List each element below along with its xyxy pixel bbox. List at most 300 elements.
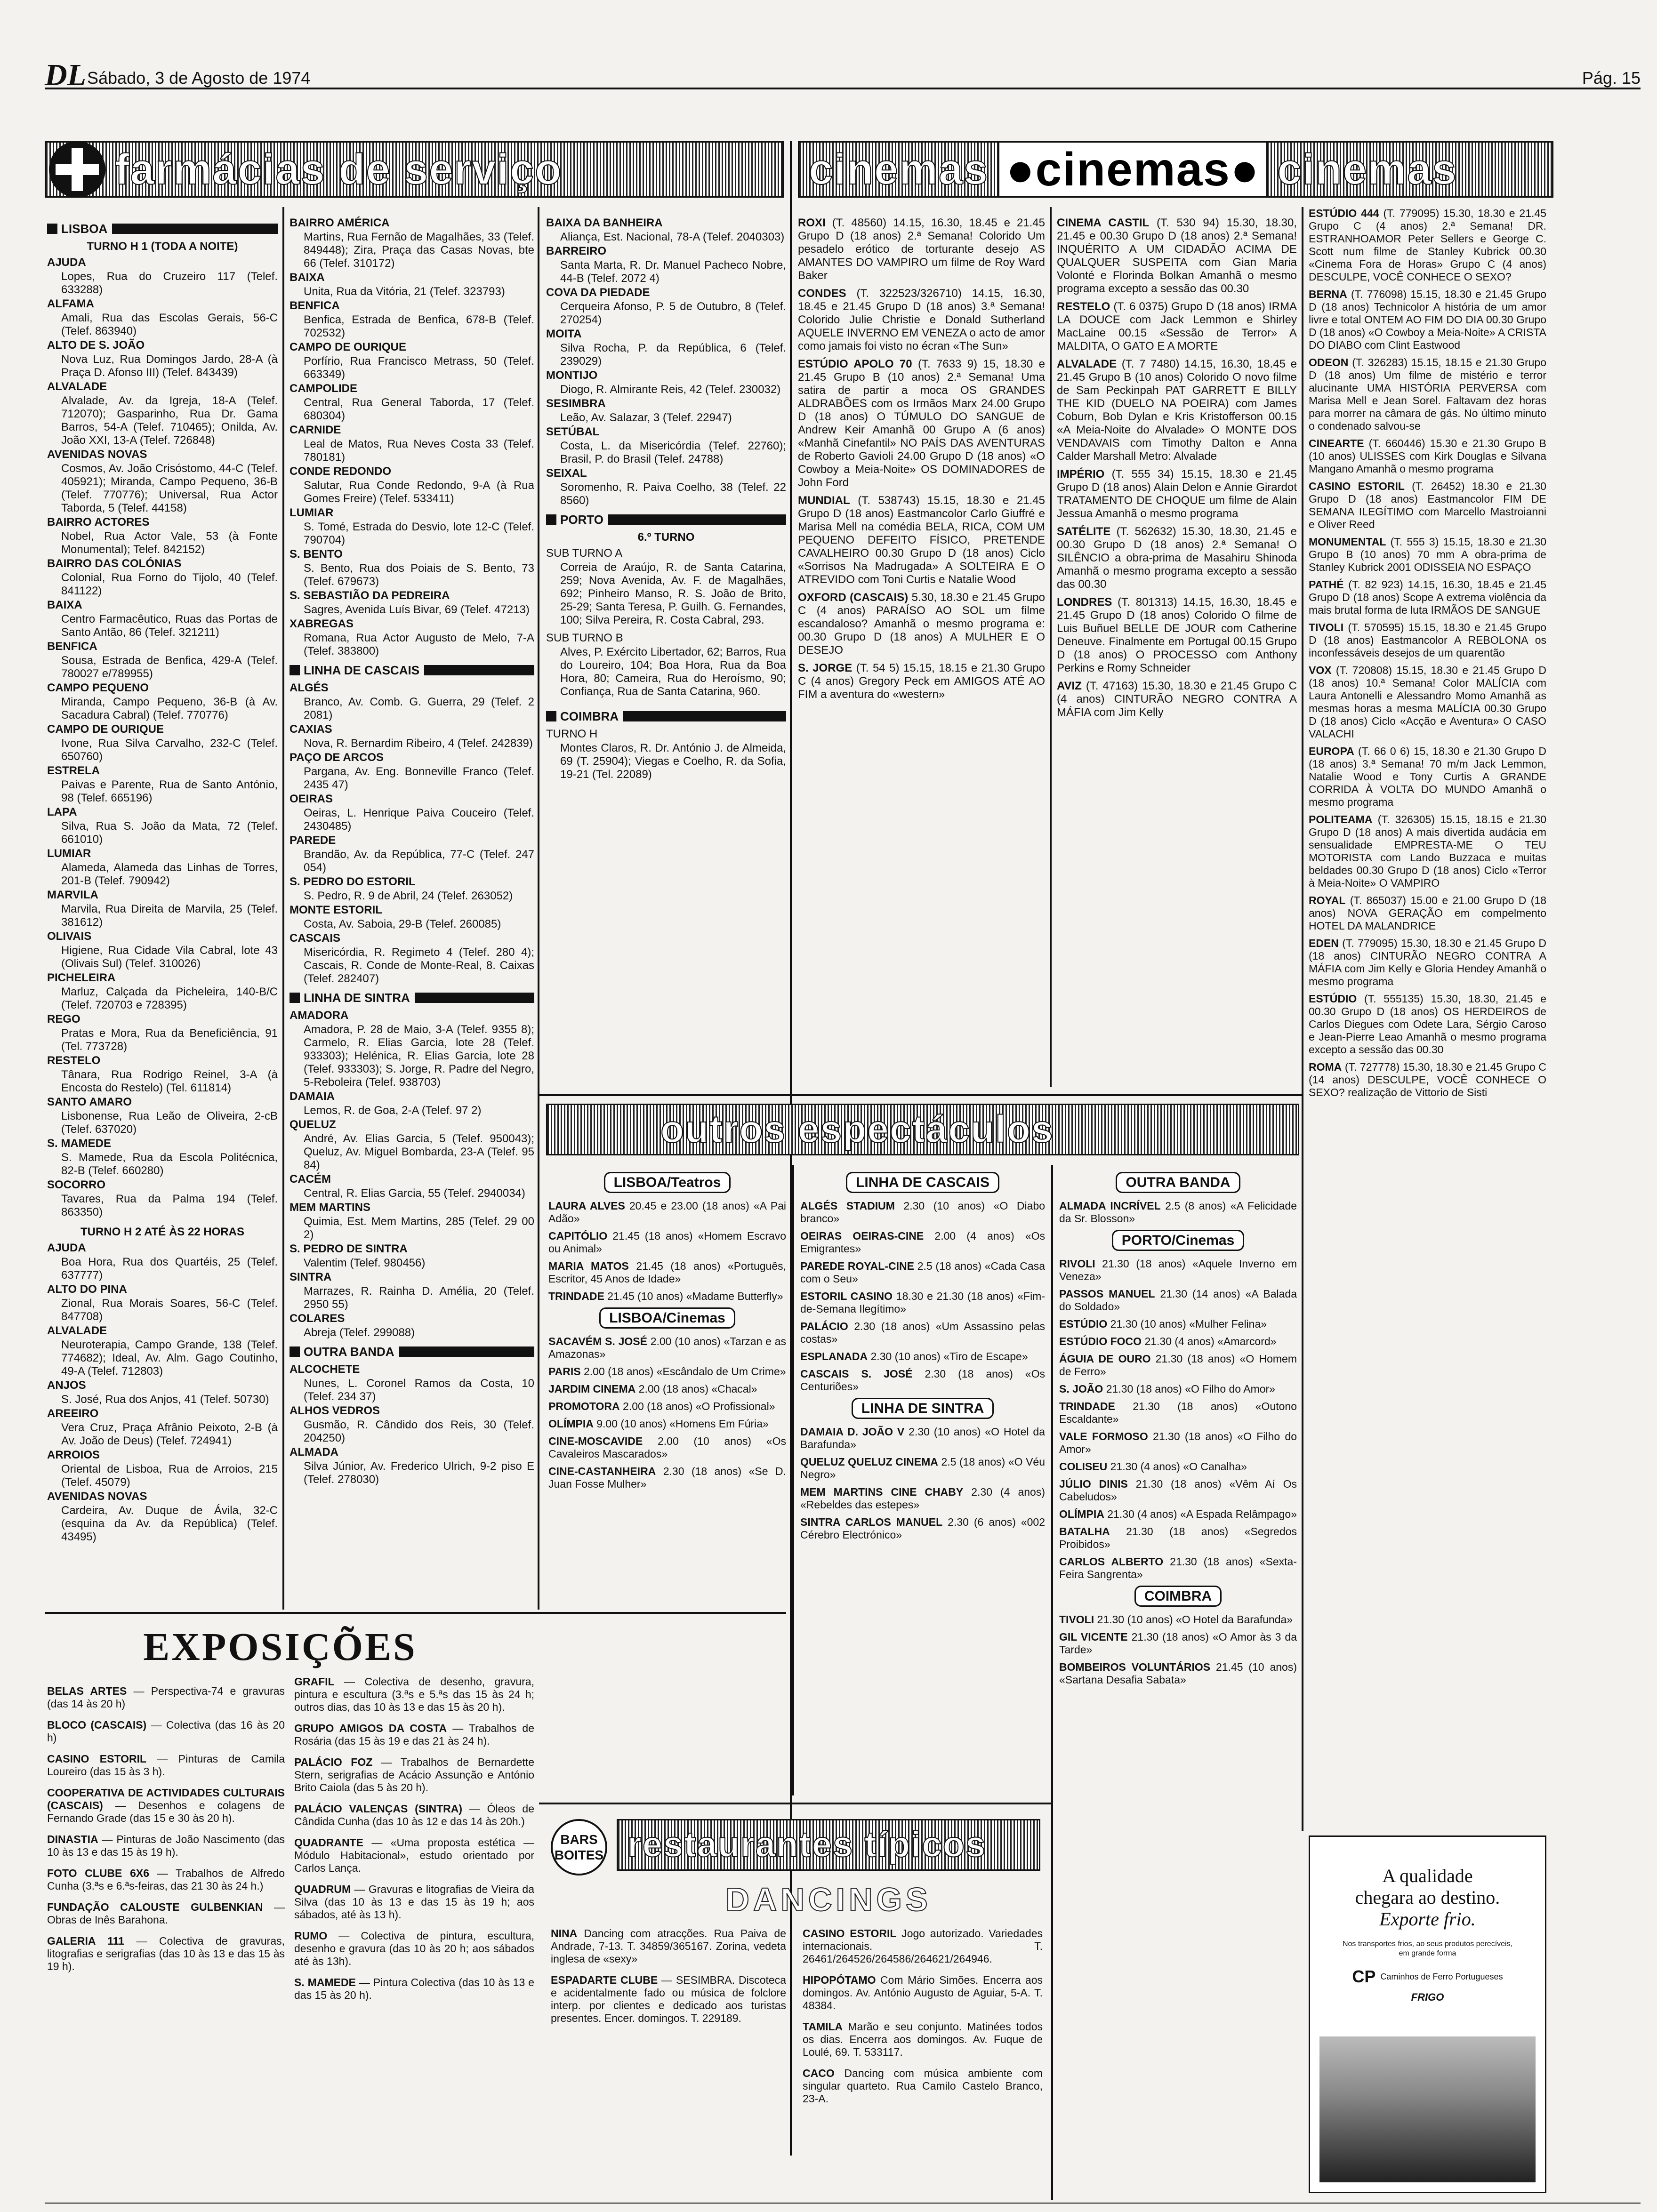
cinema-listing — [1057, 596, 1297, 675]
pharmacy-entry: Porfírio, Rua Francisco Metrass, 50 (Telef. 663349) — [304, 355, 534, 381]
pharmacy-entry: Salutar, Rua Conde Redondo, 9-A (à Rua Gomes Freire) (Telef. 533411) — [304, 479, 534, 505]
advert-tag: FRIGO — [1411, 1991, 1444, 2004]
tag-wrap — [800, 1398, 1045, 1419]
cinema-details: 18.30 e 21.30 (18 anos) «Fim-de-Semana Ilegítimo» — [800, 1290, 1045, 1315]
pharmacy-entry: Costa, L. da Misericórdia (Telef. 22760); Brasil, P. do Brasil (Telef. 24788) — [560, 440, 786, 465]
cinema-details: 21.30 (18 anos) «O Filho do Amor» — [1103, 1383, 1275, 1395]
cinema-listing — [800, 1426, 1045, 1451]
cinema-name: BOMBEIROS VOLUNTÁRIOS — [1059, 1661, 1211, 1673]
cinema-name: ÁGUIA DE OURO — [1059, 1353, 1151, 1365]
cinema-listing — [1309, 937, 1546, 988]
area-name: COLARES — [290, 1312, 345, 1325]
cinema-name: S. JOÃO — [1059, 1383, 1103, 1395]
restaurantes-column-1 — [551, 1927, 786, 2196]
cinema-details: (T. 562632) 15.30, 18.30, 21.45 e 00.30 Grupo D (18 anos) 2.ª Semana! O SILÊNCIO a obra-prima de Masahiru Shinoda Amanhã o mesmo programa excepto a sessão das 00.30 — [1057, 525, 1297, 591]
cinema-listing — [1059, 1335, 1297, 1348]
turno-label: TURNO H — [546, 728, 598, 740]
bars-label: BARS — [560, 1832, 598, 1847]
cinema-name: DAMAIA D. JOÃO V — [800, 1426, 905, 1438]
pharmacy-list — [47, 256, 278, 1219]
pharmacy-entry: Neuroterapia, Campo Grande, 138 (Telef. 774682); Ideal, Av. Alm. Gago Coutinho, 49-A (Telef. 712803) — [61, 1338, 278, 1378]
venue-name: CACO — [803, 2067, 835, 2079]
cinema-listing — [800, 1368, 1045, 1393]
cinema-listing — [1059, 1288, 1297, 1313]
area-name: PAÇO DE ARCOS — [290, 751, 384, 764]
cinema-details: 2.5 (18 anos) «Cada Casa com o Seu» — [800, 1260, 1045, 1285]
cinema-listing — [1309, 993, 1546, 1056]
exhibition-venue: BLOCO (CASCAIS) — [47, 1719, 147, 1731]
pharmacies-banner — [45, 141, 784, 198]
pharmacy-entry: S. Bento, Rua dos Poiais de S. Bento, 73 (Telef. 679673) — [304, 562, 534, 588]
cinema-details: (T. 6 0375) Grupo D (18 anos) IRMA LA DOUCE com Jack Lemmon e Shirley MacLaine 00.15 «Sessão de Terror» A MALDITA, O GATO E A MORTE — [1057, 300, 1297, 353]
pharmacy-entry: Cardeira, Av. Duque de Ávila, 32-C (esquina da Av. da República) (Telef. 43495) — [61, 1504, 278, 1543]
exhibition-details: — Pinturas de Camila Loureiro (das 15 às 3 h). — [47, 1753, 285, 1778]
venue-details: Marão e seu conjunto. Matinées todos os dias. Encerra aos domingos. Av. Fuque de Loulé, 69. T. 533117. — [803, 2020, 1043, 2058]
cinema-name: S. JORGE — [798, 662, 853, 674]
cinema-name: CINEARTE — [1309, 437, 1364, 449]
area-name: CAMPO PEQUENO — [47, 681, 149, 694]
exhibition-details: — Gravuras e litografias de Vieira da Silva (das 10 às 13 e das 15 às 19 h; aos sábados, até às 13 h). — [294, 1883, 534, 1921]
area-name: DAMAIA — [290, 1090, 335, 1103]
exhibition-details: — Colectiva de desenho, gravura, pintura e escultura (3.ªs e 5.ªs das 15 às 24 h; outros dias, das 10 às 13 e das 15 às 20 h). — [294, 1675, 534, 1713]
tag-wrap — [1059, 1172, 1297, 1193]
cinema-name: RESTELO — [1057, 300, 1110, 313]
cinema-listing — [1059, 1430, 1297, 1456]
area-name: BENFICA — [47, 640, 97, 653]
cinema-listing — [798, 358, 1045, 489]
cinema-details: (T. 7 7480) 14.15, 16.30, 18.45 e 21.45 Grupo B (10 anos) Colorido O novo filme de Sam Peckinpah PAT GARRETT E BILLY THE KID (DUELO NA POEIRA) com James Coburn, Bob Dylan e Kris Kristofferson 00.15 «A Meia-Noite do Alvalade» O MONTE DOS VENDAVAIS com Timothy Dalton e Anna Calder Marshall Metro: Alvalade — [1057, 358, 1297, 463]
pharmacy-entry: Unita, Rua da Vitória, 21 (Telef. 323793) — [304, 285, 505, 298]
exhibition-entry — [294, 1930, 534, 1968]
pharmacy-list — [290, 681, 534, 986]
cinema-details: (T. 326305) 15.15, 18.15 e 21.30 Grupo D (18 anos) A mais divertida audácia em sensualidade EMPRESTA-ME O TEU MOTORISTA com Lando Buzzaca e muitas beldades 00.30 Grupo D (18 anos) Ciclo «Terror à Meia-Noite» O VAMPIRO — [1309, 813, 1546, 889]
cinema-details: 2.00 (10 anos) «Os Cavaleiros Mascarados» — [548, 1435, 786, 1460]
cinema-listing — [1059, 1613, 1297, 1626]
pharmacy-list — [290, 1009, 534, 1339]
coimbra-pharmacies: Montes Claros, R. Dr. António J. de Almeida, 69 (T. 25904); Viegas e Coelho, R. da Sofia, 19-21 (Tel. 22089) — [560, 742, 786, 781]
cinema-details: 21.30 (10 anos) «Mulher Felina» — [1107, 1318, 1267, 1330]
exhibition-venue: S. MAMEDE — [294, 1976, 356, 1988]
area-name: CONDE REDONDO — [290, 465, 392, 478]
cinema-name: CARLOS ALBERTO — [1059, 1555, 1164, 1568]
boites-label: BOITES — [554, 1848, 604, 1862]
cinema-listing — [1309, 356, 1546, 433]
pharmacy-entry: Miranda, Campo Pequeno, 36-B (à Av. Sacadura Cabral) (Telef. 770776) — [61, 696, 278, 721]
pharmacy-entry: Oriental de Lisboa, Rua de Arroios, 215 (Telef. 45079) — [61, 1463, 278, 1489]
pharmacy-entry: Amadora, P. 28 de Maio, 3-A (Telef. 9355 8); Carmelo, R. Elias Garcia, lote 28 (Telef. 933303); Helénica, R. Elias Garcia, lote 28 (Telef. 933303); S. Jorge, R. Padre del Negro, 5-Reboleira (Telef. 938703) — [304, 1023, 534, 1089]
cinema-details: 2.30 (6 anos) «002 Cérebro Electrónico» — [800, 1516, 1045, 1541]
cinema-listing — [1309, 480, 1546, 531]
cinema-listing — [1309, 664, 1546, 740]
area-name: ALGÉS — [290, 681, 329, 694]
area-name: ESTRELA — [47, 764, 100, 777]
area-name: ALCOCHETE — [290, 1363, 360, 1376]
restaurantes-block — [546, 1810, 1047, 2196]
exposicoes-column-1 — [47, 1685, 285, 2184]
area-name: AVENIDAS NOVAS — [47, 1490, 147, 1503]
exhibition-entry — [47, 1867, 285, 1892]
area-name: SOCORRO — [47, 1178, 106, 1191]
cinema-listing — [548, 1260, 786, 1285]
cinema-listing — [548, 1230, 786, 1255]
cinema-details: (T. 26452) 18.30 e 21.30 Grupo D (18 anos) Eastmancolor FIM DE SEMANA ILEGÍTIMO com Marcello Mastroianni e Oliver Reed — [1309, 480, 1546, 530]
pharmacy-entry: Pargana, Av. Eng. Bonneville Franco (Telef. 2435 47) — [304, 765, 534, 791]
cinema-name: ESTÚDIO — [1059, 1318, 1108, 1330]
porto-subturno-b: Alves, P. Exército Libertador, 62; Barros, Rua do Loureiro, 104; Boa Hora, Rua da Boa Hora, 80; Cameira, Rua do Heroísmo, 90; Confiança, Rua de Santa Catarina, 960. — [560, 646, 786, 698]
pharmacy-entry: S. José, Rua dos Anjos, 41 (Telef. 50730) — [61, 1393, 269, 1406]
cinema-name: PARIS — [548, 1365, 581, 1378]
cinema-listing — [1309, 578, 1546, 617]
pharmacy-list — [546, 216, 786, 507]
tag-wrap — [548, 1172, 786, 1193]
outros-title: outros espectáculos — [660, 1107, 1054, 1151]
pharmacy-entry: Colonial, Rua Forno do Tijolo, 40 (Telef. 841122) — [61, 571, 278, 597]
cinema-listing — [1059, 1631, 1297, 1656]
area-name: SEIXAL — [546, 467, 587, 480]
pharmacy-column-1 — [47, 216, 278, 1628]
cinema-listing — [800, 1260, 1045, 1285]
cinema-name: BATALHA — [1059, 1525, 1110, 1538]
cinema-name: ROYAL — [1309, 894, 1346, 906]
cinema-details: (T. 570595) 15.15, 18.30 e 21.45 Grupo D (18 anos) Eastmancolor A REBOLONA os inconfessáveis desejos de um quarentão — [1309, 621, 1546, 659]
exhibition-venue: GRAFIL — [294, 1675, 335, 1688]
area-name: AJUDA — [47, 256, 86, 269]
bottom-rule — [45, 2203, 1641, 2204]
area-name: SANTO AMARO — [47, 1096, 132, 1108]
cinema-listing — [798, 216, 1045, 282]
section-rule — [45, 1612, 786, 1614]
venue-name: TAMILA — [803, 2020, 843, 2033]
area-name: CARNIDE — [290, 424, 341, 436]
advert-brand: Caminhos de Ferro Portugueses — [1380, 1972, 1503, 1981]
area-name: S. BENTO — [290, 548, 343, 561]
cinema-name: CINE-CASTANHEIRA — [548, 1465, 656, 1477]
area-name: MOITA — [546, 328, 582, 340]
venue-details: — SESIMBRA. Discoteca e acidentalmente fado ou música de folclore interp. por clientes e dedicado aos turistas presentes. Encer. domingos. T. 229189. — [551, 1974, 786, 2024]
area-name: REGO — [47, 1013, 80, 1026]
pharmacies-title: farmácias de serviço — [115, 145, 563, 193]
cinema-listing — [1059, 1353, 1297, 1378]
cinema-name: MARIA MATOS — [548, 1260, 629, 1272]
cinema-listing — [1057, 468, 1297, 521]
venue-details: Dancing com música ambiente com singular quarteto. Rua Camilo Castelo Branco, 23-A. — [803, 2067, 1043, 2105]
cinema-details: 21.30 (18 anos) «O Filho do Amor» — [1059, 1430, 1297, 1455]
cinema-name: PAREDE ROYAL-CINE — [800, 1260, 914, 1272]
pharmacy-column-3 — [546, 216, 786, 1101]
cinema-listing — [548, 1200, 786, 1225]
exhibition-venue: COOPERATIVA DE ACTIVIDADES CULTURAIS (CASCAIS) — [47, 1787, 285, 1811]
cinema-listing — [1309, 536, 1546, 574]
cinema-listing — [548, 1290, 786, 1303]
tag-lisboa-teatros: LISBOA/Teatros — [604, 1172, 731, 1193]
outros-column-2 — [800, 1167, 1045, 1798]
cinema-name: ROMA — [1309, 1061, 1342, 1073]
pharmacy-entry: Higiene, Rua Cidade Vila Cabral, lote 43 (Olivais Sul) (Telef. 310026) — [61, 944, 278, 970]
cinema-details: (T. 727778) 15.30, 18.30 e 21.45 Grupo C (14 anos) DESCULPE, VOCÊ CONHECE O SEXO? realização de Vittorio de Sisti — [1309, 1061, 1546, 1098]
pharmacy-entry: Brandão, Av. da República, 77-C (Telef. 247 054) — [304, 848, 534, 874]
area-name: ALFAMA — [47, 297, 94, 310]
exhibition-venue: PALÁCIO VALENÇAS (SINTRA) — [294, 1803, 463, 1815]
exhibition-venue: FOTO CLUBE 6X6 — [47, 1867, 150, 1879]
exhibition-details: — Trabalhos de Alfredo Cunha (3.ªs e 6.ªs-feiras, das 21 30 às 24 h.) — [47, 1867, 285, 1892]
exhibition-details: — Pinturas de João Nascimento (das 10 às 13 e das 15 às 19 h). — [47, 1833, 285, 1858]
exhibition-entry — [294, 1883, 534, 1921]
cinema-name: RIVOLI — [1059, 1258, 1095, 1270]
cinema-details: 21.30 (10 anos) «O Hotel da Barafunda» — [1094, 1613, 1293, 1626]
area-name: ARROIOS — [47, 1449, 100, 1461]
area-name: OEIRAS — [290, 793, 333, 805]
pharmacy-entry: Leal de Matos, Rua Neves Costa 33 (Telef. 780181) — [304, 438, 534, 464]
bars-boites-badge — [551, 1819, 607, 1875]
section-linha-sintra: LINHA DE SINTRA — [290, 991, 534, 1004]
pharmacy-entry: Silva, Rua S. João da Mata, 72 (Telef. 661010) — [61, 820, 278, 846]
exhibition-details: — Trabalhos de Bernardette Stern, serigrafias de Acácio Assunção e António Brito Caiola (das 5 às 20 h). — [294, 1756, 534, 1794]
cinema-name: PATHÉ — [1309, 578, 1344, 591]
cinema-details: 21.30 (18 anos) «O Amor às 3 da Tarde» — [1059, 1631, 1297, 1656]
cinema-name: CASCAIS S. JOSÉ — [800, 1368, 913, 1380]
exhibition-venue: CASINO ESTORIL — [47, 1753, 147, 1765]
cinema-details: 21.30 (18 anos) «Vêm Aí Os Cabeludos» — [1059, 1478, 1297, 1503]
pharmacy-entry: Branco, Av. Comb. G. Guerra, 29 (Telef. 2 2081) — [304, 696, 534, 721]
pharmacy-list — [290, 1363, 534, 1486]
cinema-name: EDEN — [1309, 937, 1339, 949]
cinema-name: ESTÚDIO FOCO — [1059, 1335, 1142, 1347]
cinema-details: (T. 538743) 15.15, 18.30 e 21.45 Grupo D (18 anos) Eastmancolor Carlo Giuffré e Marisa Mell na comédia BELA, RICA, COM UM PEQUENO DEFEITO FÍSICO, PRETENDE CAVALHEIRO 00.30 Grupo D (18 anos) Ciclo «Sorrisos Na Madrugada» A SOLTEIRA E O ATREVIDO com Toni Curtis e Natalie Wood — [798, 494, 1045, 586]
exhibition-venue: PALÁCIO FOZ — [294, 1756, 373, 1768]
venue-details: Dancing com atracções. Rua Paiva de Andrade, 7-13. T. 34859/365167. Zorina, vedeta inglesa de «sexy» — [551, 1927, 786, 1965]
pharmacy-entry: Tavares, Rua da Palma 194 (Telef. 863350) — [61, 1193, 278, 1218]
cinema-details: (T. 555135) 15.30, 18.30, 21.45 e 00.30 Grupo D (18 anos) OS HERDEIROS de Carlos Diegues com Odete Lara, Sérgio Caroso e Jean-Pierre Leao Amanhã o mesmo programa excepto a sessão das 00.30 — [1309, 993, 1546, 1056]
venue-name: NINA — [551, 1927, 578, 1940]
exhibition-venue: DINASTIA — [47, 1833, 98, 1845]
pharmacy-entry: S. Pedro, R. 9 de Abril, 24 (Telef. 263052) — [304, 890, 513, 902]
cinema-name: JARDIM CINEMA — [548, 1383, 636, 1395]
train-photo — [1319, 2036, 1536, 2182]
cinema-listing — [1059, 1508, 1297, 1521]
pharmacy-entry: Gusmão, R. Cândido dos Reis, 30 (Telef. 204250) — [304, 1419, 534, 1444]
pharmacy-entry: Soromenho, R. Paiva Coelho, 38 (Telef. 22 8560) — [560, 481, 786, 507]
cinema-name: BERNA — [1309, 288, 1347, 300]
pharmacy-entry: Lemos, R. de Goa, 2-A (Telef. 97 2) — [304, 1104, 482, 1117]
pharmacy-entry: Paivas e Parente, Rua de Santo António, 98 (Telef. 665196) — [61, 778, 278, 804]
pharmacy-column-2 — [290, 216, 534, 1610]
cinema-details: 2.5 (8 anos) «A Felicidade da Sr. Blosson» — [1059, 1200, 1297, 1225]
cinema-name: QUELUZ QUELUZ CINEMA — [800, 1456, 938, 1468]
cinema-details: 2.00 (10 anos) «Tarzan e as Amazonas» — [548, 1335, 786, 1360]
cinema-listing — [1309, 894, 1546, 932]
cinema-name: OLÍMPIA — [548, 1418, 594, 1430]
area-name: QUELUZ — [290, 1118, 336, 1131]
exhibition-venue: GRUPO AMIGOS DA COSTA — [294, 1722, 447, 1734]
restaurantes-column-2 — [803, 1927, 1043, 2196]
area-name: MARVILA — [47, 889, 98, 901]
exhibition-venue: FUNDAÇÃO CALOUSTE GULBENKIAN — [47, 1901, 263, 1913]
cinema-details: 21.30 (18 anos) «Segredos Proibidos» — [1059, 1525, 1297, 1550]
area-name: BAIRRO ACTORES — [47, 516, 150, 529]
cinema-name: TIVOLI — [1309, 621, 1344, 633]
venue-entry — [803, 2067, 1043, 2105]
pharmacy-entry: Marrazes, R. Rainha D. Amélia, 20 (Telef. 2950 55) — [304, 1285, 534, 1311]
cinema-details: 2.30 (4 anos) «Rebeldes das estepes» — [800, 1486, 1045, 1511]
area-name: LAPA — [47, 806, 77, 818]
cinema-listing — [798, 591, 1045, 657]
area-name: CAMPO DE OURIQUE — [47, 723, 164, 736]
cinema-details: 9.00 (10 anos) «Homens Em Fúria» — [593, 1418, 769, 1430]
cinema-name: EUROPA — [1309, 745, 1354, 757]
column-rule — [792, 1165, 794, 1795]
area-name: BENFICA — [290, 299, 340, 312]
area-name: SETÚBAL — [546, 425, 600, 438]
tag-wrap — [548, 1307, 786, 1329]
area-name: LUMIAR — [47, 847, 91, 860]
cinema-details: 21.30 (18 anos) «Aquele Inverno em Veneza» — [1059, 1258, 1297, 1282]
area-name: XABREGAS — [290, 617, 354, 630]
tag-wrap — [1059, 1586, 1297, 1607]
cinema-listing — [1059, 1258, 1297, 1283]
cinema-listing — [800, 1486, 1045, 1511]
pharmacy-entry: S. Mamede, Rua da Escola Politécnica, 82-B (Telef. 660280) — [61, 1151, 278, 1177]
area-name: S. PEDRO DE SINTRA — [290, 1242, 408, 1255]
cinema-listing — [800, 1230, 1045, 1255]
exhibition-entry — [47, 1753, 285, 1778]
pharmacy-entry: Nobel, Rua Actor Vale, 53 (à Fonte Monumental); Telef. 842152) — [61, 530, 278, 556]
area-name: SESIMBRA — [546, 397, 606, 410]
cinema-name: TIVOLI — [1059, 1613, 1094, 1626]
section-coimbra: COIMBRA — [546, 710, 786, 723]
advert-line-3: Exporte frio. — [1379, 1908, 1476, 1930]
cinema-details: 21.30 (18 anos) «Sexta-Feira Sangrenta» — [1059, 1555, 1297, 1580]
area-name: OLIVAIS — [47, 930, 92, 943]
cinema-name: OLÍMPIA — [1059, 1508, 1104, 1520]
area-name: AREEIRO — [47, 1407, 99, 1420]
cinema-details: 21.45 (18 anos) «Homem Escravo ou Animal» — [548, 1230, 786, 1255]
cinema-name: SATÉLITE — [1057, 525, 1111, 538]
area-name: S. SEBASTIÃO DA PEDREIRA — [290, 589, 450, 602]
area-name: S. PEDRO DO ESTORIL — [290, 875, 416, 888]
exhibition-entry — [47, 1833, 285, 1859]
cinema-details: 2.00 (18 anos) «Chacal» — [635, 1383, 757, 1395]
cinema-details: 21.45 (18 anos) «Português, Escritor, 45 Anos de Idade» — [548, 1260, 786, 1285]
exhibition-venue: BELAS ARTES — [47, 1685, 127, 1697]
outros-banner — [546, 1104, 1299, 1155]
cinema-listing — [548, 1365, 786, 1378]
area-name: AVENIDAS NOVAS — [47, 448, 147, 461]
cinema-name: CASINO ESTORIL — [1309, 480, 1405, 492]
cinema-name: VALE FORMOSO — [1059, 1430, 1148, 1443]
cp-logo-icon: CP — [1352, 1967, 1376, 1986]
cinema-details: 2.30 (10 anos) «Tiro de Escape» — [868, 1350, 1028, 1362]
exhibition-venue: QUADRUM — [294, 1883, 351, 1895]
cinema-name: COLISEU — [1059, 1460, 1108, 1473]
cinema-listing — [798, 662, 1045, 701]
exhibition-entry — [47, 1685, 285, 1710]
exhibition-details: — Colectiva de pintura, escultura, desenho e gravura (das 10 às 20 h; aos sábados até às 13h). — [294, 1930, 534, 1967]
pharmacy-entry: Diogo, R. Almirante Reis, 42 (Telef. 230032) — [560, 383, 781, 396]
area-name: CAMPOLIDE — [290, 382, 357, 395]
cinema-listing — [1057, 216, 1297, 296]
area-name: BAIXA — [47, 599, 82, 611]
pharmacy-list — [290, 216, 534, 658]
area-name: CASCAIS — [290, 932, 341, 945]
cinema-details: 2.00 (18 anos) «O Profissional» — [619, 1400, 775, 1412]
area-name: CAMPO DE OURIQUE — [290, 341, 407, 353]
sub-turno-label: SUB TURNO A — [546, 547, 623, 560]
cinema-listing — [798, 494, 1045, 586]
cinema-listing — [1059, 1460, 1297, 1473]
area-name: ALHOS VEDROS — [290, 1404, 380, 1417]
tag-wrap — [800, 1172, 1045, 1193]
cinema-name: LAURA ALVES — [548, 1200, 625, 1212]
pharmacy-entry: Marluz, Calçada da Picheleira, 140-B/C (Telef. 720703 e 728395) — [61, 986, 278, 1011]
area-name: MONTIJO — [546, 369, 598, 382]
section-rule — [539, 1803, 1052, 1804]
cinemas-title-right: cinemas — [1277, 145, 1457, 193]
cinema-listing — [548, 1400, 786, 1413]
area-name: BARREIRO — [546, 245, 607, 257]
cinema-listing — [1309, 621, 1546, 659]
pharmacy-entry: Oeiras, L. Henrique Paiva Couceiro (Telef. 2430485) — [304, 807, 534, 833]
cinema-listing — [1057, 300, 1297, 353]
cinema-details: (T. 326283) 15.15, 18.15 e 21.30 Grupo D (18 anos) Um filme de mistério e terror alucinante UMA HISTÓRIA PERVERSA com Marisa Mell e Jean Sorel. Faltavam dez horas para morrer na câmara de gás. No último minuto o condenado salvou-se — [1309, 356, 1546, 432]
cinema-name: ESTÚDIO APOLO 70 — [798, 358, 912, 370]
area-name: LUMIAR — [290, 506, 334, 519]
cinema-listing — [1309, 745, 1546, 809]
column-rule — [1051, 1165, 1053, 2200]
cinema-details: 2.30 (18 anos) «Se D. Juan Fosse Mulher» — [548, 1465, 786, 1490]
area-name: ALMADA — [290, 1446, 338, 1459]
cinema-listing — [1057, 525, 1297, 591]
pharmacy-entry: Martins, Rua Fernão de Magalhães, 33 (Telef. 849448); Zira, Praça das Casas Novas, bte 66 (Telef. 310172) — [304, 231, 534, 270]
cinema-details: 21.30 (18 anos) «Outono Escaldante» — [1059, 1400, 1297, 1425]
exhibition-details: — Obras de Inês Barahona. — [47, 1901, 285, 1926]
cinema-name: IMPÉRIO — [1057, 468, 1105, 481]
exhibition-entry — [47, 1935, 285, 1973]
pharmacy-entry: Ivone, Rua Silva Carvalho, 232-C (Telef. 650760) — [61, 737, 278, 763]
cinema-name: ESTÚDIO 444 — [1309, 207, 1379, 219]
area-name: ALTO DO PINA — [47, 1283, 127, 1296]
pharmacy-entry: Abreja (Telef. 299088) — [304, 1326, 415, 1339]
cinema-details: 21.30 (14 anos) «A Balada do Soldado» — [1059, 1288, 1297, 1313]
venue-name: HIPOPÓTAMO — [803, 1974, 876, 1986]
venue-name: ESPADARTE CLUBE — [551, 1974, 658, 1986]
cinema-listing — [548, 1418, 786, 1430]
pharmacy-entry: Cosmos, Av. João Crisóstomo, 44-C (Telef. 405921); Miranda, Campo Pequeno, 36-B (Telef. 770776); Universal, Rua Actor Taborda, 5 (Telef. 44158) — [61, 462, 278, 514]
cinema-name: CAPITÓLIO — [548, 1230, 608, 1242]
cinema-details: (T. 322523/326710) 14.15, 16.30, 18.45 e 21.45 Grupo D (18 anos) 3.ª Semana! Colorido Julie Christie e Donald Sutherland AQUELE INVERNO EM VENEZA o acto de amor como jamais foi visto no écran «The Sun» — [798, 287, 1045, 353]
exhibition-details: — Colectiva de gravuras, litografias e serigrafias (das 10 às 13 e das 15 às 19 h). — [47, 1935, 285, 1972]
cinema-listing — [1059, 1661, 1297, 1686]
exhibition-entry — [294, 1976, 534, 2002]
tag-linha-cascais: LINHA DE CASCAIS — [846, 1172, 999, 1193]
cinema-listing — [1059, 1383, 1297, 1395]
cinema-listing — [548, 1383, 786, 1395]
pharmacy-entry: Centro Farmacêutico, Ruas das Portas de Santo Antão, 86 (Telef. 321211) — [61, 613, 278, 639]
pharmacy-entry: Silva Rocha, P. da República, 6 (Telef. 239029) — [560, 342, 786, 368]
turno-label: 6.º TURNO — [637, 531, 695, 544]
pharmacy-entry: Central, Rua General Taborda, 17 (Telef. 680304) — [304, 396, 534, 422]
cinema-name: CONDES — [798, 287, 846, 300]
cinema-details: 21.30 (4 anos) «O Canalha» — [1107, 1460, 1247, 1473]
cinema-name: PALÁCIO — [800, 1320, 848, 1332]
cinema-details: (T. 776098) 15.15, 18.30 e 21.45 Grupo D (18 anos) Technicolor A história de um amor livre e total ONTEM AO FIM DO DIA 00.30 Grupo D (18 anos) «O Cowboy a Meia-Noite» A CRISTA DO DIABO com Clint Eastwood — [1309, 288, 1546, 351]
sub-turno-label: SUB TURNO B — [546, 632, 623, 644]
cinema-listing — [800, 1350, 1045, 1363]
pharmacy-entry: Santa Marta, R. Dr. Manuel Pacheco Nobre, 44-B (Telef. 2072 4) — [560, 259, 786, 285]
turno-label: TURNO H 1 (TODA A NOITE) — [87, 240, 238, 253]
cinema-details: 2.30 (10 anos) «O Diabo branco» — [800, 1200, 1045, 1225]
pharmacy-entry: Aliança, Est. Nacional, 78-A (Telef. 2040303) — [560, 231, 785, 243]
section-linha-cascais: LINHA DE CASCAIS — [290, 664, 534, 677]
